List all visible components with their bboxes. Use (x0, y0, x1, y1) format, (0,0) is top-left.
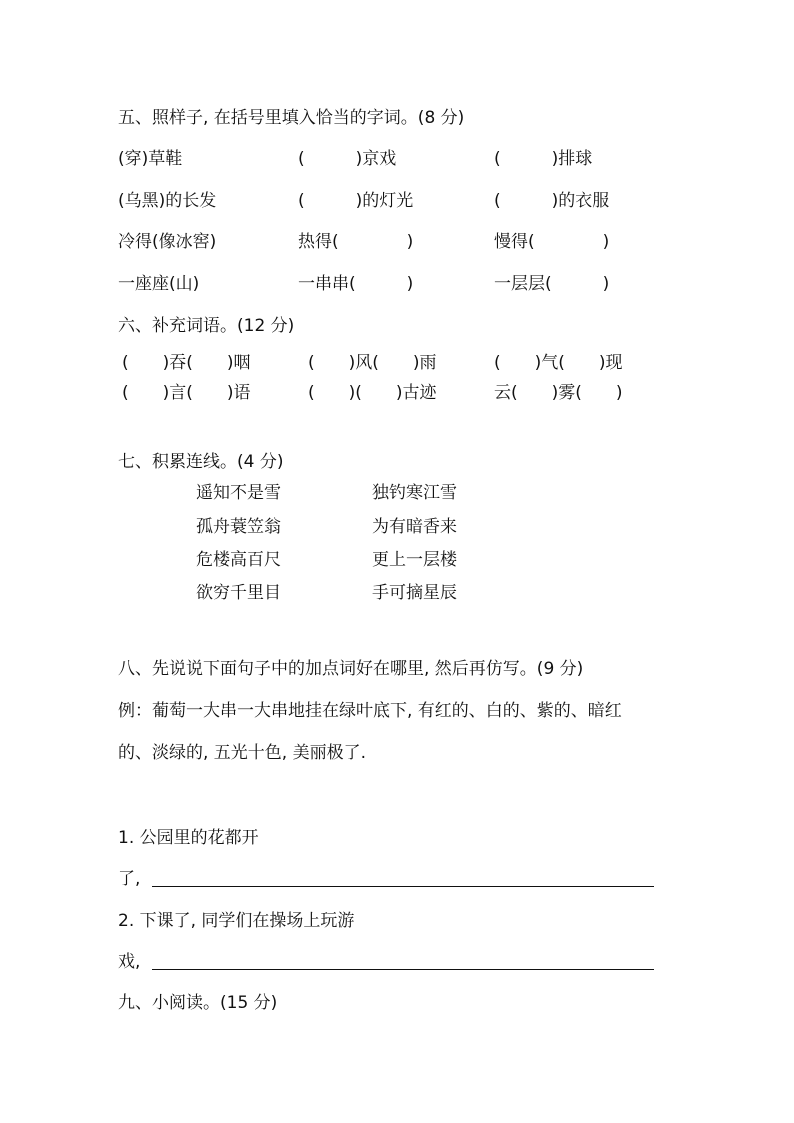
s6-r2-c3: 云( )雾( ) (494, 383, 623, 403)
s6-r2-c1: ( )言( )语 (122, 383, 251, 403)
s5-r3-c2: 热得( ) (298, 232, 414, 252)
s7-left-2: 孤舟蓑笠翁 (196, 517, 281, 537)
s7-left-4: 欲穷千里目 (196, 583, 281, 603)
s6-r2-c2: ( )( )古迹 (308, 383, 437, 403)
s5-r4-c1: 一座座(山) (118, 274, 200, 294)
section8-example-line2: 的、淡绿的, 五光十色, 美丽极了. (118, 743, 367, 763)
s6-r1-c1: ( )吞( )咽 (122, 353, 251, 373)
s5-r1-c1: (穿)草鞋 (118, 149, 183, 169)
s5-r4-c2: 一串串( ) (298, 274, 414, 294)
section9-title: 九、小阅读。(15 分) (118, 993, 278, 1013)
s7-right-4: 手可摘星辰 (372, 583, 457, 603)
s6-r1-c3: ( )气( )现 (494, 353, 623, 373)
section8-q2-line1: 2. 下课了, 同学们在操场上玩游 (118, 911, 355, 931)
s5-r1-c3: ( )排球 (494, 149, 593, 169)
s5-r3-c3: 慢得( ) (494, 232, 610, 252)
s5-r2-c3: ( )的衣服 (494, 191, 610, 211)
s7-right-2: 为有暗香来 (372, 517, 457, 537)
s5-r4-c3: 一层层( ) (494, 274, 610, 294)
s5-r2-c1: (乌黑)的长发 (118, 191, 217, 211)
s5-r2-c2: ( )的灯光 (298, 191, 414, 211)
section6-title: 六、补充词语。(12 分) (118, 316, 295, 336)
s5-r3-c1: 冷得(像冰窖) (118, 232, 217, 252)
q1-answer-line[interactable] (152, 886, 654, 887)
section8-example-line1: 例：葡萄一大串一大串地挂在绿叶底下, 有红的、白的、紫的、暗红 (118, 701, 622, 721)
s6-r1-c2: ( )风( )雨 (308, 353, 437, 373)
section8-title: 八、先说说下面句子中的加点词好在哪里, 然后再仿写。(9 分) (118, 659, 584, 679)
section8-q1-line2: 了, (118, 869, 141, 889)
section8-q1-line1: 1. 公园里的花都开 (118, 828, 259, 848)
s7-right-1: 独钓寒江雪 (372, 483, 457, 503)
section7-title: 七、积累连线。(4 分) (118, 452, 284, 472)
s7-right-3: 更上一层楼 (372, 550, 457, 570)
s5-r1-c2: ( )京戏 (298, 149, 397, 169)
section8-q2-line2: 戏, (118, 952, 141, 972)
q2-answer-line[interactable] (152, 969, 654, 970)
s7-left-3: 危楼高百尺 (196, 550, 281, 570)
section5-title: 五、照样子, 在括号里填入恰当的字词。(8 分) (118, 108, 465, 128)
s7-left-1: 遥知不是雪 (196, 483, 281, 503)
